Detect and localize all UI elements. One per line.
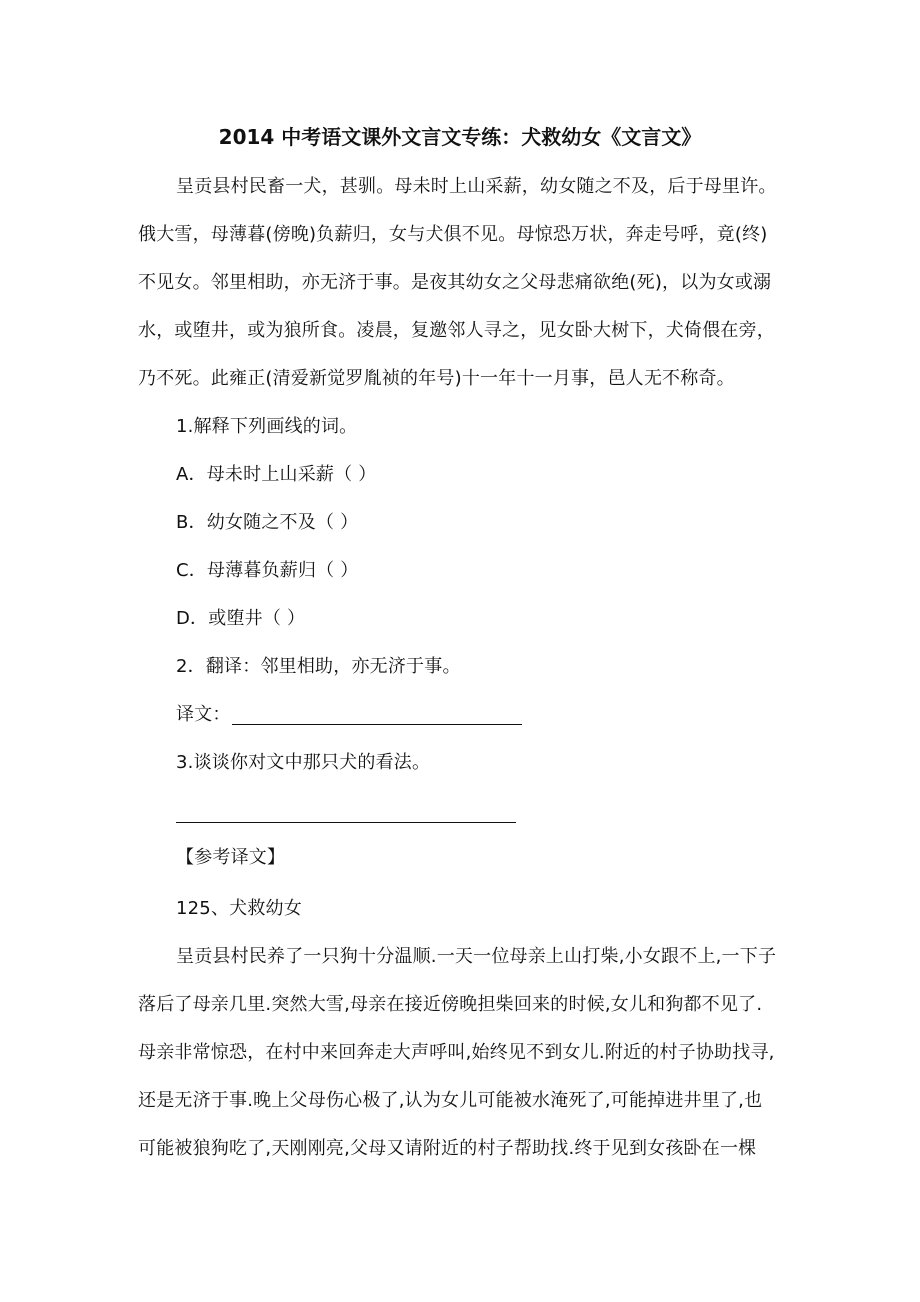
translation-label: 译文： [176, 704, 231, 725]
question-2: 2．翻译：邻里相助，亦无济于事。 [176, 656, 461, 677]
passage-line: 乃不死。此雍正(清爱新觉罗胤祯的年号)十一年十一月事，邑人无不称奇。 [138, 368, 735, 389]
reference-number: 125、犬救幼女 [176, 898, 302, 919]
document-title: 2014 中考语文课外文言文专练：犬救幼女《文言文》 [218, 125, 702, 149]
passage-line: 俄大雪，母薄暮(傍晚)负薪归，女与犬俱不见。母惊恐万状，奔走号呼，竟(终) [138, 224, 768, 245]
reference-line: 落后了母亲几里.突然大雪,母亲在接近傍晚担柴回来的时候,女儿和狗都不见了. [138, 994, 763, 1015]
question-1-option-d: D．或堕井（ ） [176, 608, 306, 629]
passage-line: 不见女。邻里相助，亦无济于事。是夜其幼女之父母悲痛欲绝(死)，以为女或溺 [138, 272, 772, 293]
passage-line: 呈贡县村民畜一犬，甚驯。母未时上山采薪，幼女随之不及，后于母里许。 [176, 176, 777, 197]
reference-line: 呈贡县村民养了一只狗十分温顺.一天一位母亲上山打柴,小女跟不上,一下子 [176, 946, 777, 967]
question-3-answer-line [176, 822, 516, 823]
question-1-option-a: A．母未时上山采薪（ ） [176, 464, 377, 485]
reference-line: 母亲非常惊恐，在村中来回奔走大声呼叫,始终见不到女儿.附近的村子协助找寻, [138, 1042, 775, 1063]
translation-answer-line [232, 724, 522, 725]
question-1-option-c: C．母薄暮负薪归（ ） [176, 560, 359, 581]
reference-line: 还是无济于事.晚上父母伤心极了,认为女儿可能被水淹死了,可能掉进井里了,也 [138, 1090, 763, 1111]
question-3: 3.谈谈你对文中那只犬的看法。 [176, 752, 431, 773]
question-1-option-b: B．幼女随之不及（ ） [176, 512, 359, 533]
passage-line: 水，或堕井，或为狼所食。凌晨，复邀邻人寻之，见女卧大树下，犬倚偎在旁， [138, 320, 775, 341]
reference-heading: 【参考译文】 [176, 847, 286, 868]
reference-line: 可能被狼狗吃了,天刚刚亮,父母又请附近的村子帮助找.终于见到女孩卧在一棵 [138, 1138, 757, 1159]
question-1: 1.解释下列画线的词。 [176, 416, 358, 437]
